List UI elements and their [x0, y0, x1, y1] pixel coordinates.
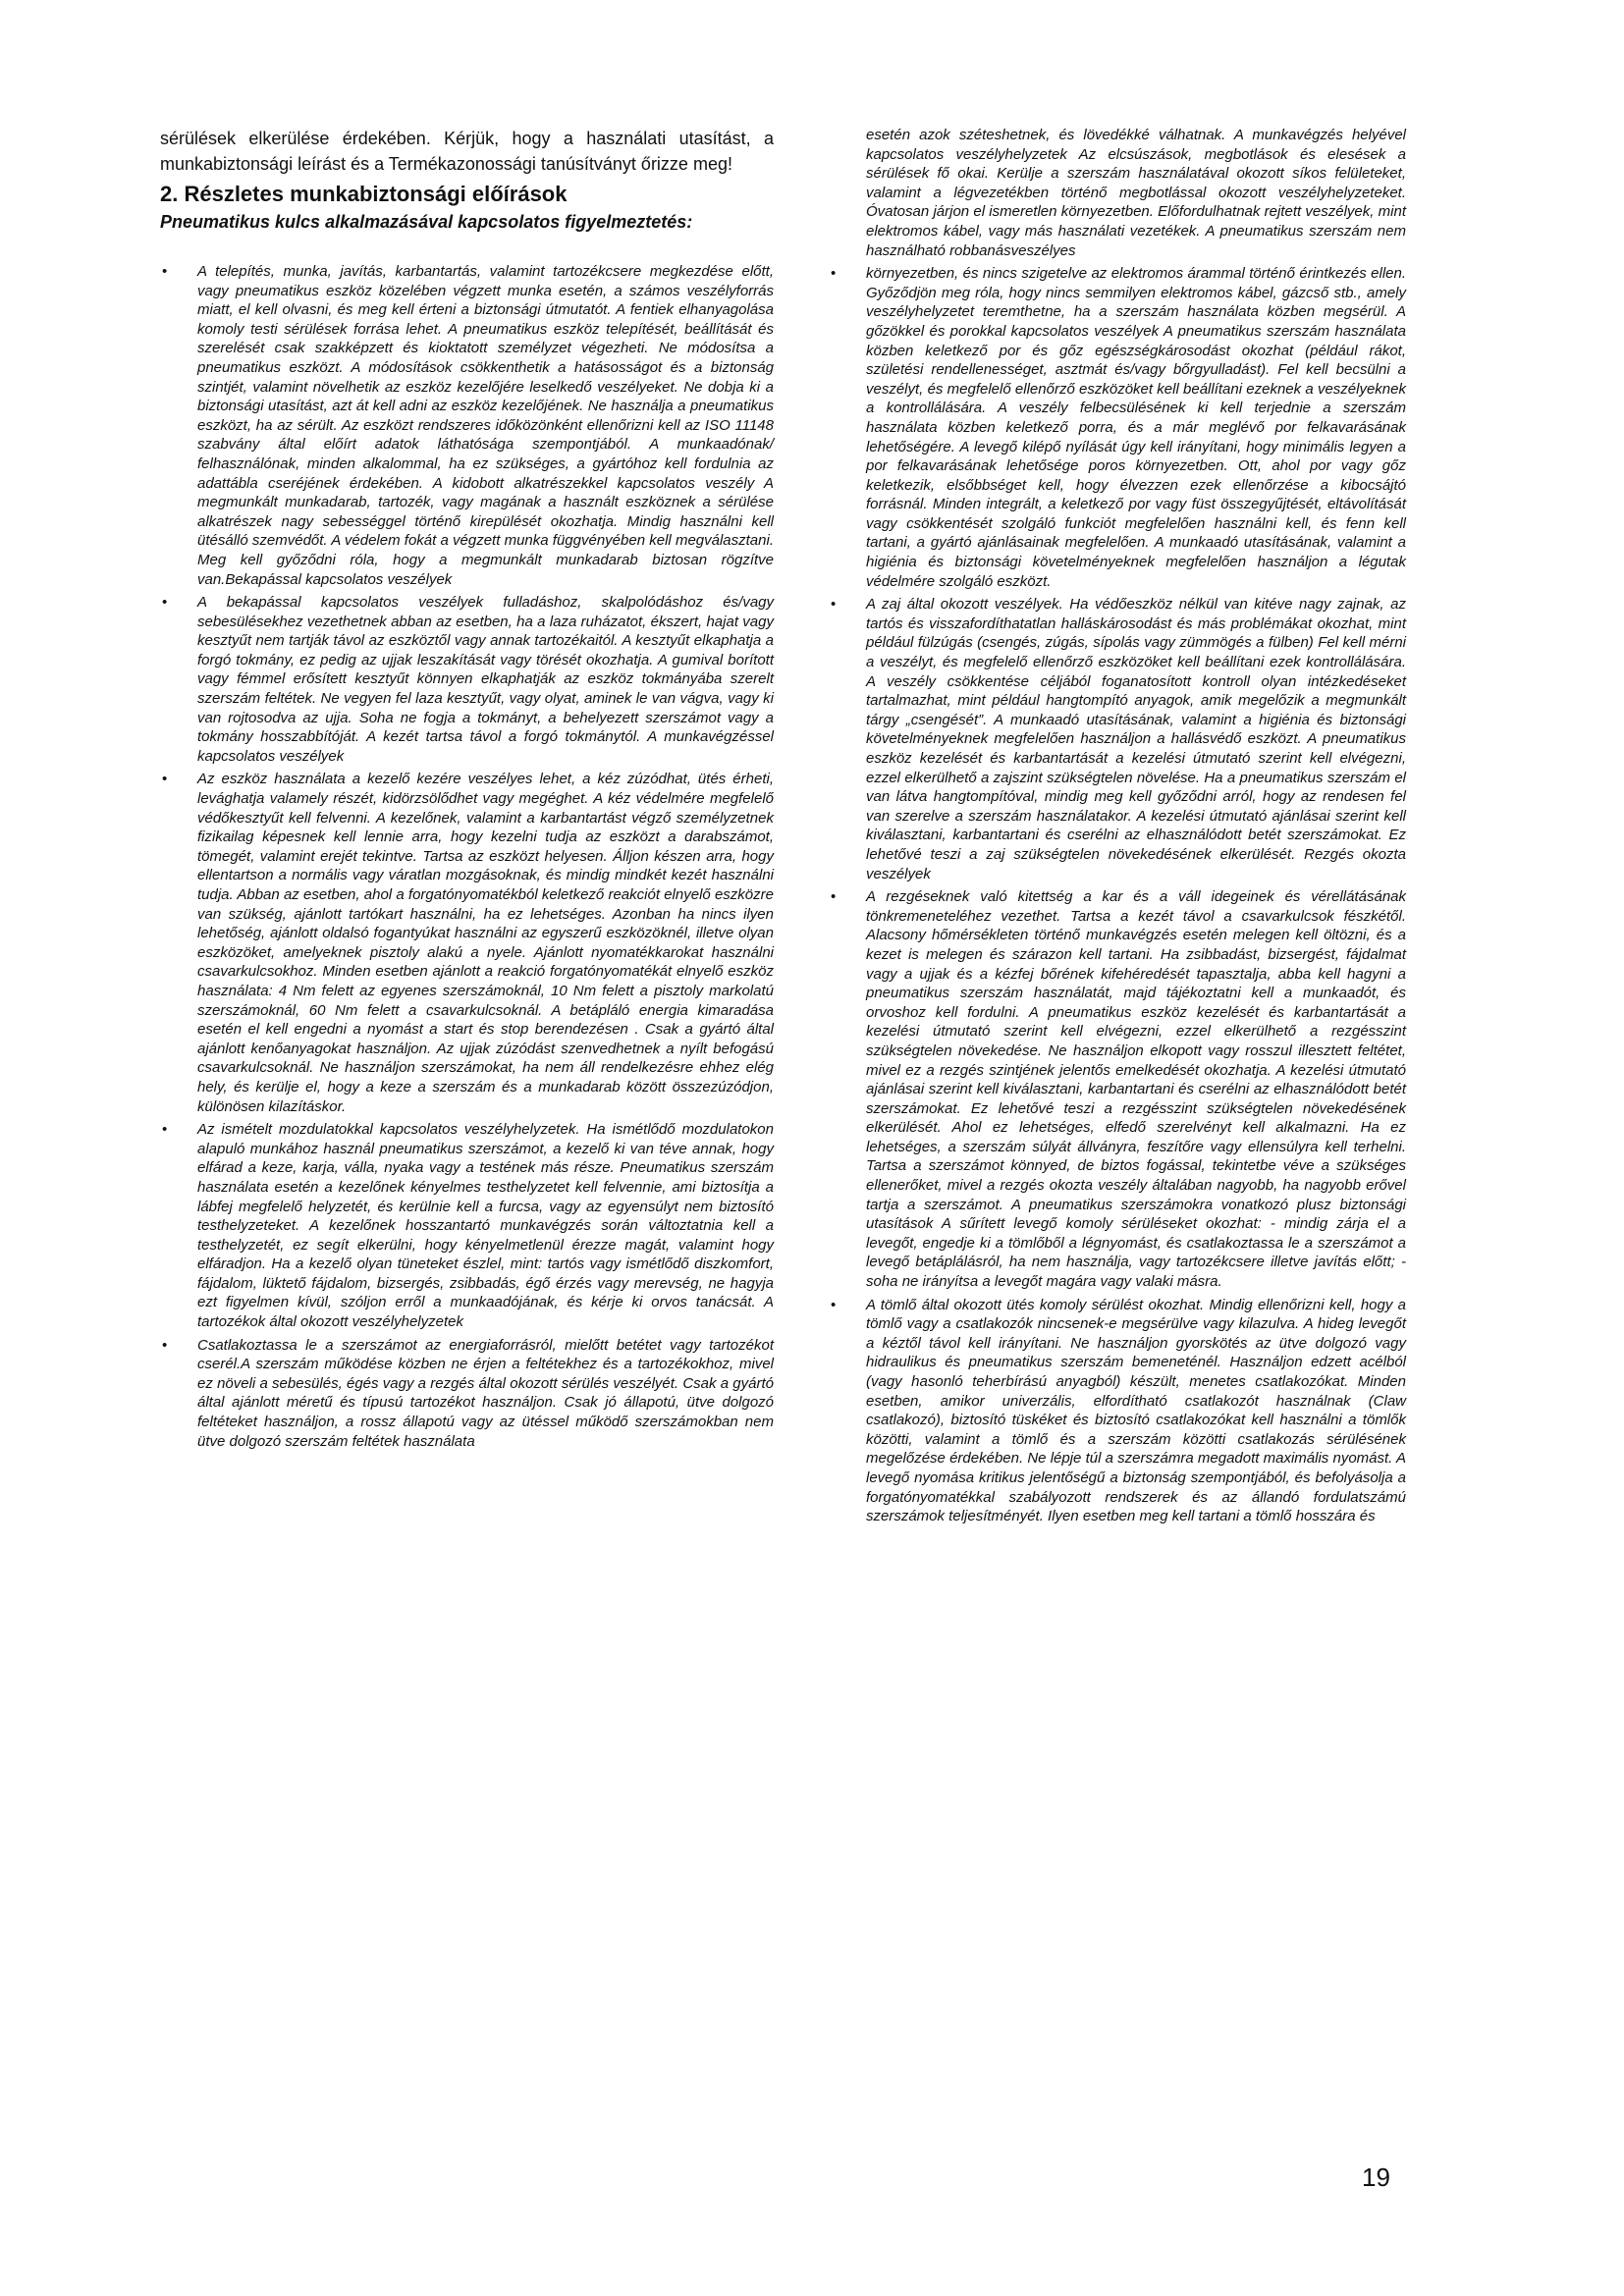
list-item: • Az ismételt mozdulatokkal kapcsolatos veszélyhelyzetek. Ha ismétlődő mozdulatokon alapuló munkához használ pneumatikus szerszámot, a kezelő ki van téve annak, hogy elfárad a keze, karja, válla, nyaka vagy a testének más része. Pneumatikus szerszám használata esetén a kezelőnek kényelmes testhelyzetet kell felvennie, ami biztosítja a lábfej megfelelő helyzetét, és kerülnie kell a furcsa, vagy az egyensúlyt nem biztosító testhelyzeteket. A kezelőnek hosszantartó munkavégzés során változtatnia kell a testhelyzetét, ez segít elkerülni, hogy kényelmetlenül érezze magát, valamint hogy elfáradjon. Ha a kezelő olyan tüneteket észlel, mint: tartós vagy ismétlődő diszkomfort, fájdalom, lüktető fájdalom, bizsergés, zsibbadás, égő érzés vagy merevség, ne hagyja ezt figyelmen kívül, szóljon erről a munkaadójának, és kérje ki orvos tanácsát. A tartozékok által okozott veszélyhelyzetek	[162, 1121, 774, 1331]
right-column	[829, 126, 1406, 1530]
bullet-icon: •	[831, 1296, 837, 1313]
bullet-icon: •	[831, 265, 837, 283]
bullet-icon: •	[162, 263, 168, 280]
list-item: • A rezgéseknek való kitettség a kar és a váll idegeinek és vérellátásának tönkremeneteléhez vezethet. Tartsa a kezét távol a csavarkulcsok fészkétől. Alacsony hőmérsékleten történő munkavégzés esetén melegen kell öltözni, és a kezet is melegen és szárazon kell tartani. Ha zsibbadást, bizsergést, fájdalmat vagy a ujjak és a kézfej bőrének kifehéredését tapasztalja, abba kell hagyni a pneumatikus szerszám használatát, majd tájékoztatni kell a munkaadót, és orvoshoz kell fordulni. A pneumatikus eszköz kezelését és karbantartását a kezelési útmutató szerint kell elvégezni, ezzel elkerülhető a rezgésszint szükségtelen növekedése. Ne használjon elkopott vagy rosszul illesztett feltétet, mivel ez a rezgés szintjének jelentős emelkedését okozhatja. A kezelési útmutató ajánlásai szerint kell kiválasztani, karbantartani és cserélni az elhasználódott betét szerszámokat. Ez lehetővé teszi a rezgésszint szükségtelen növekedésének elkerülését. Ahol ez lehetséges, elfedő szerelvényt kell alkalmazni. Ha ez lehetséges, a szerszám súlyát állványra, feszítőre vagy ellensúlyra kell terhelni. Tartsa a szerszámot könnyed, de biztos fogással, tekintetbe véve a szükséges ellenerőket, mivel a rezgés okozta veszély általában nagyobb, ha nagyobb erővel tartja a szerszámot. A pneumatikus szerszámokra vonatkozó plusz biztonsági utasítások A sűrített levegő komoly sérüléseket okozhat: - mindig zárja el a levegőt, engedje ki a tömlőből a légnyomást, és csatlakoztassa le a szerszámot a levegő betáplálásról, ha nem használja, vagy tartozékcsere illetve javítás előtt; - soha ne irányítsa a levegőt magára vagy valaki másra.	[831, 888, 1406, 1291]
bullet-icon: •	[162, 1336, 168, 1354]
list-item: • Csatlakoztassa le a szerszámot az energiaforrásról, mielőtt betétet vagy tartozékot cserél.A szerszám működése közben ne érjen a feltétekhez és a tartozékokhoz, mivel ez növeli a sebesülés, égés vagy a rezgés által okozott sérülés veszélyét. Csak a gyártó által ajánlott méretű és típusú tartozékot használjon. Csak jó állapotú, ütve dolgozó feltéteket használjon, a rossz állapotú vagy az ütéssel működő szerszámokban nem ütve dolgozó szerszám feltétek használata	[162, 1336, 774, 1450]
section-subheading: Pneumatikus kulcs alkalmazásával kapcsolatos figyelmeztetés:	[160, 212, 693, 232]
bullet-icon: •	[162, 594, 168, 612]
page-number: 19	[1362, 2163, 1390, 2192]
intro-text: sérülések elkerülése érdekében. Kérjük, hogy a használati utasítást, a munkabiztonsági leírást és a Termékazonossági tanúsítványt őrizze meg!	[160, 129, 774, 174]
list-item: • A bekapással kapcsolatos veszélyek fulladáshoz, skalpolódáshoz és/vagy sebesülésekhez vezethetnek abban az esetben, ha a laza ruházatot, ékszert, hajat vagy kesztyűt nem tartják távol az eszköztől vagy annak tartozékaitól. A kesztyűt elkaphatja a forgó tokmány, ez pedig az ujjak leszakítását vagy törését okozhatja. A gumival borított vagy fémmel erősített kesztyűt könnyen elkaphatják az eszköz tokmányába szerelt szerszám feltétek. Ne vegyen fel laza kesztyűt, vagy olyat, aminek le van vágva, vagy ki van rojtosodva az ujja. Soha ne fogja a tokmányt, a behelyezett szerszámot vagy a tokmány hosszabbítóját. A kezét tartsa távol a forgó tokmánytól. A munkavégzéssel kapcsolatos veszélyek	[162, 594, 774, 765]
bullet-icon: •	[831, 596, 837, 614]
left-bullet-list	[160, 262, 774, 1451]
list-item: • A tömlő által okozott ütés komoly sérülést okozhat. Mindig ellenőrizni kell, hogy a tömlő vagy a csatlakozók nincsenek-e megsérülve vagy kilazulva. A hideg levegőt a kéztől távol kell irányítani. Ne használjon gyorskötés az ütve dolgozó vagy hidraulikus és pneumatikus szerszám bemeneténél. Használjon edzett acélból (vagy hasonló teherbírású anyagból) készült, menetes csatlakozókat. Minden esetben, amikor univerzális, elfordítható csatlakozót használnak (Claw csatlakozó), biztosító tüskéket és biztosító csatlakozókat kell használni a tömlők közötti, valamint a tömlő és a szerszám közötti csatlakozás sérülésének megelőzése érdekében. Ne lépje túl a szerszámra megadott maximális nyomást. A levegő nyomása kritikus jelentőségű a biztonság szempontjából, és befolyásolja a forgatónyomatékkal szabályozott rendszerek és az állandó fordulatszámú szerszámok teljesítményét. Ilyen esetben meg kell tartani a tömlő hosszára és	[831, 1296, 1406, 1525]
list-item: • környezetben, és nincs szigetelve az elektromos árammal történő érintkezés ellen. Győződjön meg róla, hogy nincs semmilyen elektromos kábel, gázcső stb., amely veszélyhelyzetet teremthetne, ha a szerszám használata közben megsérül. A gőzökkel és porokkal kapcsolatos veszélyek A pneumatikus szerszám használata közben keletkező por és gőz egészségkárosodást okozhat (például rákot, születési rendellenességet, asztmát és/vagy bőrgyulladást). Fel kell becsülni a veszélyt, és megfelelő ellenőrző eszközöket kell beállítani ezeknek a veszélyeknek a kontrollálására. A veszély felbecsülésének ki kell terjednie a szerszám használata közben keletkező porra, és a már meglévő por felkavarásának lehetőségére. A levegő kilépő nyílását úgy kell irányítani, hogy minimális legyen a por felkavarásának lehetősége poros környezetben. Ott, ahol por vagy gőz keletkezik, elsőbbséget kell, hogy élvezzen ezek ellenőrzése a kibocsájtó forrásnál. Minden integrált, a keletkező por vagy füst összegyűjtését, eltávolítását vagy csökkentését szolgáló funkciót megfelelően használni kell, és fenn kell tartani, a gyártó ajánlásainak megfelelően. A munkaadó utasításának, valamint a higiénia és biztonsági követelményeknek megfelelően használjon a légutak védelmére szolgáló eszközt.	[831, 265, 1406, 590]
left-column	[160, 126, 774, 1455]
bullet-icon: •	[831, 888, 837, 906]
bullet-icon: •	[162, 1121, 168, 1139]
list-item: • A zaj által okozott veszélyek. Ha védőeszköz nélkül van kitéve nagy zajnak, az tartós és visszafordíthatatlan halláskárosodást és más problémákat okozhat, mint például fülzúgás (csengés, zúgás, sípolás vagy zümmögés a fülben) Fel kell mérni a veszélyt, és megfelelő ellenőrző eszközöket kell beállítani ezek kontrollálására. A veszély csökkentése céljából foganatosított kontroll olyan intézkedéseket tartalmazhat, mint például hangtompító anyagok, amik megelőzik a megmunkált tárgy „csengését”. A munkaadó utasításának, valamint a higiénia és biztonsági követelményeknek megfelelően használjon a hallásvédő eszközt. A pneumatikus eszköz kezelését és karbantartását a kezelési útmutató szerint kell elvégezni, ezzel elkerülhető a zajszint szükségtelen növelése. Ha a pneumatikus szerszám el van látva hangtompítóval, mindig meg kell győződni arról, hogy az rendesen fel van szerelve a szerszám használatakor. A kezelési útmutató ajánlásai szerint kell kiválasztani, karbantartani és cserélni az elhasználódott betét szerszámokat. Ez lehetővé teszi a zaj szükségtelen növekedésének elkerülését. Rezgés okozta veszélyek	[831, 596, 1406, 882]
list-item: • A telepítés, munka, javítás, karbantartás, valamint tartozékcsere megkezdése előtt, vagy pneumatikus eszköz közelében végzett munka esetén, a számos veszélyforrás miatt, el kell olvasni, és meg kell érteni a biztonsági útmutatót. A fentiek elhanyagolása komoly testi sérülések forrása lehet. A pneumatikus eszköz telepítését, beállítását és szerelését csak szakképzett és kioktatott személyzet végezheti. Ne módosítsa a pneumatikus eszközt. A módosítások csökkenthetik a hatásosságot és a biztonság szintjét, valamint növelhetik az eszköz kezelőjére leselkedő veszélyeket. Ne dobja ki a biztonsági utasítást, azt át kell adni az eszköz kezelőjének. Ne használja a pneumatikus eszközt, ha az sérült. Az eszközt rendszeres időközönként ellenőrizni kell az ISO 11148 szabvány által előírt adatok láthatósága szempontjából. A munkaadónak/ felhasználónak, minden alkalommal, ha ez szükséges, a gyártóhoz kell fordulnia az adattábla cseréjének érdekében. A kidobott alkatrészekkel kapcsolatos veszély A megmunkált munkadarab, tartozék, vagy magának a használt eszköznek a sérülése alkatrészek nagy sebességgel történő kirepülését okozhatja. Mindig használni kell ütésálló szemvédőt. A védelem fokát a végzett munka függvényében kell megválasztani. Meg kell győződni róla, hogy a megmunkált munkadarab biztosan rögzítve van.Bekapással kapcsolatos veszélyek	[162, 263, 774, 588]
continued-paragraph: esetén azok széteshetnek, és lövedékké válhatnak. A munkavégzés helyével kapcsolatos veszélyhelyzetek Az elcsúszások, megbotlások és elesések a sérülések fő okai. Kerülje a szerszám használatával okozott síkos felületeket, valamint a légvezetékben történő megbotlással okozott veszélyhelyzeteket. Óvatosan járjon el ismeretlen környezetben. Előfordulhatnak rejtett veszélyek, mint elektromos kábel, vagy más használati vezetékek. A pneumatikus szerszám nem használható robbanásveszélyes	[866, 127, 1406, 259]
bullet-icon: •	[162, 771, 168, 788]
section-heading: 2. Részletes munkabiztonsági előírások	[160, 182, 568, 206]
list-item: • Az eszköz használata a kezelő kezére veszélyes lehet, a kéz zúzódhat, ütés érheti, levághatja valamely részét, kidörzsölődhet vagy megéghet. A kéz védelmére megfelelő védőkesztyűt kell felvenni. A kezelőnek, valamint a karbantartást végző személyzetnek fizikailag képesnek kell lennie arra, hogy kezelni tudja az eszközt a darabszámot, tömegét, valamint erejét tekintve. Tartsa az eszközt helyesen. Álljon készen arra, hogy ellentartson a normális vagy váratlan mozgásoknak, és mindig mindkét kezét használni tudja. Abban az esetben, ahol a forgatónyomatékból keletkező reakciót elnyelő eszközre van szükség, ajánlott tartókart használni, ha ez lehetséges. Azonban ha nincs ilyen lehetőség, ajánlott oldalsó fogantyúkat használni az egyszerű eszközöknél, illetve olyan eszközöket, amelyeknek pisztoly alakú a nyele. Ajánlott nyomatékkarokat használni csavarkulcsokhoz. Minden esetben ajánlott a reakció forgatónyomatékát elnyelő eszköz használata: 4 Nm felett az egyenes szerszámoknál, 10 Nm felett a pisztoly markolatú szerszámoknál, 60 Nm felett a csavarkulcsoknál. A betápláló energia kimaradása esetén el kell engedni a nyomást a start és stop berendezésen . Csak a gyártó által ajánlott kenőanyagokat használjon. Az ujjak zúzódást szenvedhetnek a nyílt befogású csavarkulcsoknál. Ne használjon szerszámokat, ha nem áll rendelkezésre ehhez elég hely, és kerülje el, hogy a keze a szerszám és a munkadarab között összezúzódjon, különösen kilazításkor.	[162, 771, 774, 1115]
right-bullet-list	[829, 264, 1406, 1526]
